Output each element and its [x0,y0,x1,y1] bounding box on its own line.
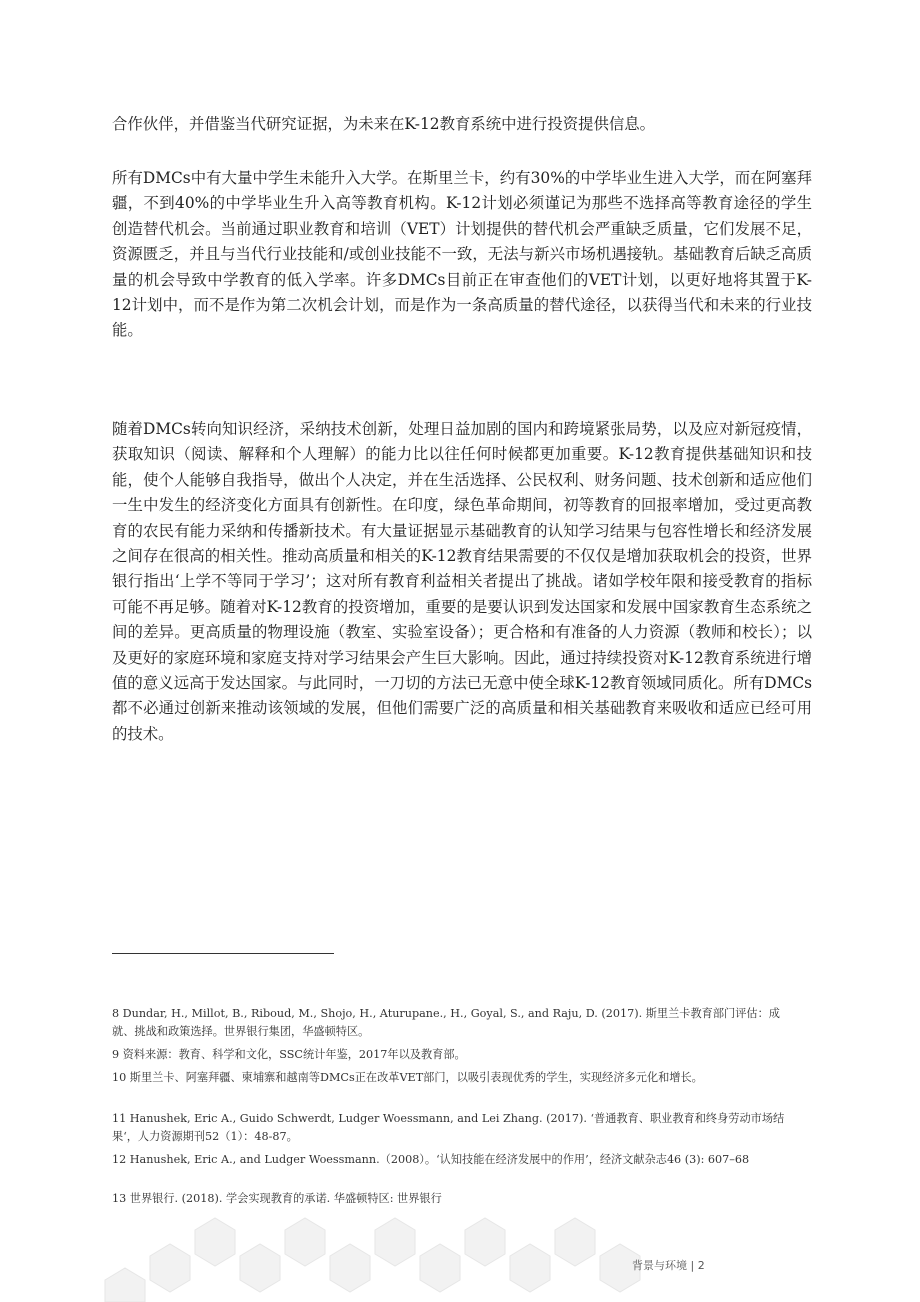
footnote-9: 9 资料来源：教育、科学和文化，SSC统计年鉴，2017年以及教育部。 [112,1048,466,1061]
footnote-11: 11 Hanushek, Eric A., Guido Schwerdt, Ludger Woessmann, and Lei Zhang. (2017). ‘普通教育、职业教育和终身劳动市场结果‘，人力资源期刊52（1）：48-87。 [112,1112,785,1143]
body-paragraph-3: 随着DMCs转向知识经济，采纳技术创新，处理日益加剧的国内和跨境紧张局势，以及应对新冠疫情，获取知识（阅读、解释和个人理解）的能力比以往任何时候都更加重要。K-12教育提供基础知识和技能，使个人能够自我指导，做出个人决定，并在生活选择、公民权利、财务问题、技术创新和适应他们一生中发生的经济变化方面具有创新性。在印度，绿色革命期间，初等教育的回报率增加，受过更高教育的农民有能力采纳和传播新技术。有大量证据显示基础教育的认知学习结果与包容性增长和经济发展之间存在很高的相关性。推动高质量和相关的K-12教育结果需要的不仅仅是增加获取机会的投资，世界银行指出‘上学不等同于学习’；这对所有教育利益相关者提出了挑战。诸如学校年限和接受教育的指标可能不再足够。随着对K-12教育的投资增加，重要的是要认识到发达国家和发展中国家教育生态系统之间的差异。更高质量的物理设施（教室、实验室设备）；更合格和有准备的人力资源（教师和校长）；以及更好的家庭环境和家庭支持对学习结果会产生巨大影响。因此，通过持续投资对K-12教育系统进行增值的意义远高于发达国家。与此同时，一刀切的方法已无意中使全球K-12教育领域同质化。所有DMCs都不必通过创新来推动该领域的发展，但他们需要广泛的高质量和相关基础教育来吸收和适应已经可用的技术。 [112,420,812,743]
footnote-divider [112,953,334,954]
body-paragraph-2: 所有DMCs中有大量中学生未能升入大学。在斯里兰卡，约有30%的中学毕业生进入大学，而在阿塞拜疆，不到40%的中学毕业生升入高等教育机构。K-12计划必须谨记为那些不选择高等教育途径的学生创造替代机会。当前通过职业教育和培训（VET）计划提供的替代机会严重缺乏质量，它们发展不足，资源匮乏，并且与当代行业技能和/或创业技能不一致，无法与新兴市场机遇接轨。基础教育后缺乏高质量的机会导致中学教育的低入学率。许多DMCs目前正在审查他们的VET计划，以更好地将其置于K-12计划中，而不是作为第二次机会计划，而是作为一条高质量的替代途径，以获得当代和未来的行业技能。 [112,169,812,340]
footnote-8: 8 Dundar, H., Millot, B., Riboud, M., Shojo, H., Aturupane., H., Goyal, S., and Raju, D. (2017). 斯里兰卡教育部门评估：成就、挑战和政策选择。世界银行集团，华盛顿特区。 [112,1007,780,1038]
footnote-12: 12 Hanushek, Eric A., and Ludger Woessmann.（2008）。‘认知技能在经济发展中的作用’，经济文献杂志46 (3): 607–68 [112,1153,750,1166]
page-footer-label: 背景与环境 | 2 [632,1259,705,1272]
hexagon-pattern-decoration [0,1200,920,1302]
body-paragraph-1: 合作伙伴，并借鉴当代研究证据，为未来在K-12教育系统中进行投资提供信息。 [112,115,656,133]
footnote-10: 10 斯里兰卡、阿塞拜疆、柬埔寨和越南等DMCs正在改革VET部门，以吸引表现优秀的学生，实现经济多元化和增长。 [112,1071,703,1084]
footnote-13: 13 世界银行. (2018). 学会实现教育的承诺. 华盛顿特区: 世界银行 [112,1192,442,1205]
